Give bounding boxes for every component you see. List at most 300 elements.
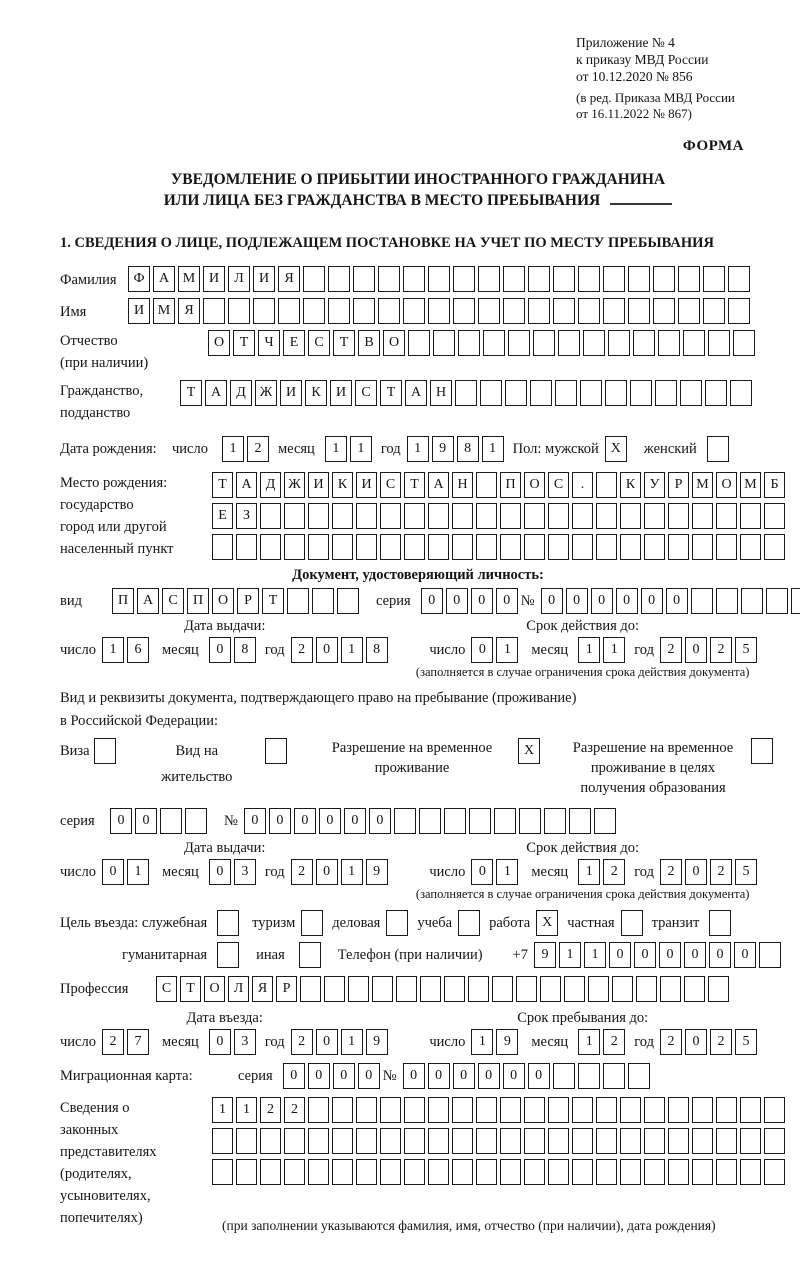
char-cell[interactable]: Ф <box>128 266 150 292</box>
char-cell[interactable] <box>452 534 473 560</box>
char-cell[interactable] <box>453 298 475 324</box>
char-cell[interactable] <box>730 380 752 406</box>
char-cell[interactable]: М <box>692 472 713 498</box>
char-cell[interactable]: 0 <box>659 942 681 968</box>
res-valid-year-boxes[interactable] <box>660 859 760 885</box>
char-cell[interactable] <box>620 534 641 560</box>
char-cell[interactable] <box>660 976 681 1002</box>
char-cell[interactable]: 1 <box>222 436 244 462</box>
sex-male-checkbox[interactable] <box>605 436 630 462</box>
char-cell[interactable]: 0 <box>283 1063 305 1089</box>
char-cell[interactable]: Н <box>452 472 473 498</box>
res-doc-number-boxes[interactable] <box>244 808 619 834</box>
char-cell[interactable]: 1 <box>341 637 363 663</box>
char-cell[interactable] <box>684 976 705 1002</box>
char-cell[interactable]: О <box>383 330 405 356</box>
char-cell[interactable] <box>740 503 761 529</box>
char-cell[interactable]: 0 <box>641 588 663 614</box>
char-cell[interactable] <box>332 1097 353 1123</box>
char-cell[interactable] <box>508 330 530 356</box>
char-cell[interactable] <box>404 1128 425 1154</box>
char-cell[interactable] <box>569 808 591 834</box>
char-cell[interactable] <box>548 503 569 529</box>
char-cell[interactable]: 2 <box>260 1097 281 1123</box>
char-cell[interactable] <box>548 534 569 560</box>
char-cell[interactable]: 0 <box>503 1063 525 1089</box>
char-cell[interactable] <box>564 976 585 1002</box>
char-cell[interactable] <box>668 1128 689 1154</box>
char-cell[interactable]: П <box>187 588 209 614</box>
char-cell[interactable]: 0 <box>685 859 707 885</box>
char-cell[interactable] <box>572 1097 593 1123</box>
char-cell[interactable]: 0 <box>471 588 493 614</box>
char-cell[interactable] <box>303 266 325 292</box>
char-cell[interactable] <box>572 1128 593 1154</box>
char-cell[interactable] <box>691 588 713 614</box>
char-cell[interactable] <box>428 266 450 292</box>
char-cell[interactable]: Т <box>380 380 402 406</box>
char-cell[interactable] <box>628 298 650 324</box>
char-cell[interactable]: 0 <box>209 637 231 663</box>
char-cell[interactable]: Т <box>262 588 284 614</box>
char-cell[interactable] <box>492 976 513 1002</box>
char-cell[interactable] <box>528 298 550 324</box>
char-cell[interactable] <box>653 298 675 324</box>
char-cell[interactable] <box>716 588 738 614</box>
char-cell[interactable] <box>553 1063 575 1089</box>
char-cell[interactable] <box>500 534 521 560</box>
char-cell[interactable]: И <box>356 472 377 498</box>
char-cell[interactable] <box>494 808 516 834</box>
birth-place-boxes-row3[interactable] <box>212 534 788 560</box>
char-cell[interactable]: 0 <box>209 1029 231 1055</box>
char-cell[interactable]: 1 <box>341 859 363 885</box>
char-cell[interactable] <box>452 503 473 529</box>
char-cell[interactable] <box>703 266 725 292</box>
citizenship-boxes[interactable] <box>180 380 755 406</box>
char-cell[interactable]: 1 <box>212 1097 233 1123</box>
char-cell[interactable]: З <box>236 503 257 529</box>
char-cell[interactable]: 1 <box>496 637 518 663</box>
char-cell[interactable] <box>544 808 566 834</box>
birth-year-boxes[interactable] <box>407 436 507 462</box>
char-cell[interactable] <box>553 266 575 292</box>
char-cell[interactable] <box>683 330 705 356</box>
entry-month-boxes[interactable] <box>209 1029 259 1055</box>
char-cell[interactable]: Я <box>178 298 200 324</box>
char-cell[interactable] <box>644 534 665 560</box>
char-cell[interactable] <box>312 588 334 614</box>
char-cell[interactable]: 0 <box>428 1063 450 1089</box>
char-cell[interactable]: Ж <box>284 472 305 498</box>
char-cell[interactable] <box>530 380 552 406</box>
char-cell[interactable]: К <box>332 472 353 498</box>
char-cell[interactable]: 2 <box>102 1029 124 1055</box>
char-cell[interactable] <box>716 534 737 560</box>
char-cell[interactable] <box>503 266 525 292</box>
char-cell[interactable] <box>740 534 761 560</box>
char-cell[interactable]: Т <box>212 472 233 498</box>
char-cell[interactable]: И <box>330 380 352 406</box>
entry-year-boxes[interactable] <box>291 1029 391 1055</box>
char-cell[interactable]: В <box>358 330 380 356</box>
char-cell[interactable] <box>709 910 731 936</box>
char-cell[interactable] <box>476 1128 497 1154</box>
char-cell[interactable] <box>553 298 575 324</box>
mig-number-boxes[interactable] <box>403 1063 653 1089</box>
char-cell[interactable]: Д <box>260 472 281 498</box>
char-cell[interactable] <box>203 298 225 324</box>
char-cell[interactable] <box>703 298 725 324</box>
char-cell[interactable] <box>356 1128 377 1154</box>
char-cell[interactable]: 0 <box>269 808 291 834</box>
char-cell[interactable] <box>396 976 417 1002</box>
char-cell[interactable] <box>692 1097 713 1123</box>
char-cell[interactable]: Н <box>430 380 452 406</box>
entry-day-boxes[interactable] <box>102 1029 152 1055</box>
char-cell[interactable]: 1 <box>578 637 600 663</box>
purpose-transit-checkbox[interactable] <box>709 910 734 936</box>
char-cell[interactable] <box>378 266 400 292</box>
purpose-other-checkbox[interactable] <box>299 942 324 968</box>
char-cell[interactable]: 0 <box>566 588 588 614</box>
char-cell[interactable]: 2 <box>603 1029 625 1055</box>
char-cell[interactable] <box>356 1097 377 1123</box>
char-cell[interactable] <box>378 298 400 324</box>
char-cell[interactable] <box>603 266 625 292</box>
char-cell[interactable]: Б <box>764 472 785 498</box>
char-cell[interactable]: 9 <box>496 1029 518 1055</box>
char-cell[interactable]: 1 <box>407 436 429 462</box>
char-cell[interactable] <box>228 298 250 324</box>
char-cell[interactable] <box>692 1128 713 1154</box>
char-cell[interactable] <box>428 1128 449 1154</box>
char-cell[interactable]: 1 <box>578 859 600 885</box>
birth-day-boxes[interactable] <box>222 436 272 462</box>
char-cell[interactable] <box>428 1097 449 1123</box>
char-cell[interactable] <box>404 503 425 529</box>
char-cell[interactable]: 0 <box>616 588 638 614</box>
char-cell[interactable]: Я <box>252 976 273 1002</box>
char-cell[interactable]: Л <box>228 976 249 1002</box>
legal-reps-boxes-row2[interactable] <box>212 1128 788 1154</box>
char-cell[interactable]: 0 <box>666 588 688 614</box>
res-valid-day-boxes[interactable] <box>471 859 521 885</box>
char-cell[interactable] <box>588 976 609 1002</box>
char-cell[interactable] <box>596 1128 617 1154</box>
char-cell[interactable] <box>428 298 450 324</box>
char-cell[interactable] <box>716 1128 737 1154</box>
legal-reps-boxes-row1[interactable] <box>212 1097 788 1123</box>
char-cell[interactable]: 0 <box>319 808 341 834</box>
char-cell[interactable] <box>332 534 353 560</box>
char-cell[interactable] <box>708 330 730 356</box>
char-cell[interactable] <box>668 1097 689 1123</box>
char-cell[interactable]: 0 <box>609 942 631 968</box>
char-cell[interactable]: 0 <box>684 942 706 968</box>
char-cell[interactable]: 0 <box>734 942 756 968</box>
char-cell[interactable] <box>620 1097 641 1123</box>
char-cell[interactable]: 1 <box>603 637 625 663</box>
char-cell[interactable]: 0 <box>316 859 338 885</box>
char-cell[interactable]: Е <box>283 330 305 356</box>
char-cell[interactable]: К <box>620 472 641 498</box>
char-cell[interactable] <box>533 330 555 356</box>
id-issue-month-boxes[interactable] <box>209 637 259 663</box>
char-cell[interactable] <box>578 298 600 324</box>
phone-boxes[interactable] <box>534 942 784 968</box>
char-cell[interactable]: 0 <box>634 942 656 968</box>
char-cell[interactable] <box>528 266 550 292</box>
char-cell[interactable]: 0 <box>709 942 731 968</box>
char-cell[interactable] <box>380 534 401 560</box>
char-cell[interactable]: 0 <box>209 859 231 885</box>
char-cell[interactable] <box>408 330 430 356</box>
char-cell[interactable]: 0 <box>496 588 518 614</box>
char-cell[interactable] <box>478 266 500 292</box>
char-cell[interactable]: 2 <box>603 859 625 885</box>
char-cell[interactable]: 1 <box>127 859 149 885</box>
char-cell[interactable]: Т <box>333 330 355 356</box>
char-cell[interactable] <box>524 534 545 560</box>
char-cell[interactable]: У <box>644 472 665 498</box>
char-cell[interactable]: 0 <box>135 808 157 834</box>
char-cell[interactable]: М <box>153 298 175 324</box>
char-cell[interactable] <box>728 298 750 324</box>
char-cell[interactable] <box>452 1128 473 1154</box>
char-cell[interactable] <box>608 330 630 356</box>
char-cell[interactable] <box>733 330 755 356</box>
char-cell[interactable] <box>644 1128 665 1154</box>
char-cell[interactable] <box>469 808 491 834</box>
char-cell[interactable] <box>644 1097 665 1123</box>
char-cell[interactable] <box>212 1128 233 1154</box>
stay-day-boxes[interactable] <box>471 1029 521 1055</box>
char-cell[interactable] <box>444 976 465 1002</box>
char-cell[interactable]: 1 <box>471 1029 493 1055</box>
char-cell[interactable] <box>678 266 700 292</box>
char-cell[interactable]: 0 <box>102 859 124 885</box>
char-cell[interactable]: А <box>205 380 227 406</box>
char-cell[interactable] <box>596 503 617 529</box>
patronymic-boxes[interactable] <box>208 330 758 356</box>
purpose-business-checkbox[interactable] <box>386 910 411 936</box>
char-cell[interactable] <box>716 1097 737 1123</box>
char-cell[interactable] <box>516 976 537 1002</box>
char-cell[interactable] <box>503 298 525 324</box>
char-cell[interactable] <box>476 503 497 529</box>
char-cell[interactable] <box>705 380 727 406</box>
char-cell[interactable]: 0 <box>358 1063 380 1089</box>
char-cell[interactable]: Л <box>228 266 250 292</box>
char-cell[interactable]: 1 <box>578 1029 600 1055</box>
char-cell[interactable] <box>555 380 577 406</box>
char-cell[interactable]: 1 <box>584 942 606 968</box>
char-cell[interactable]: П <box>500 472 521 498</box>
char-cell[interactable]: X <box>536 910 558 936</box>
char-cell[interactable]: И <box>308 472 329 498</box>
char-cell[interactable] <box>653 266 675 292</box>
char-cell[interactable]: 8 <box>457 436 479 462</box>
char-cell[interactable] <box>419 808 441 834</box>
char-cell[interactable]: 7 <box>127 1029 149 1055</box>
char-cell[interactable] <box>94 738 116 764</box>
char-cell[interactable]: 0 <box>478 1063 500 1089</box>
char-cell[interactable] <box>764 534 785 560</box>
char-cell[interactable]: С <box>355 380 377 406</box>
char-cell[interactable]: 0 <box>471 859 493 885</box>
char-cell[interactable] <box>476 1097 497 1123</box>
birth-place-boxes-row2[interactable] <box>212 503 788 529</box>
char-cell[interactable]: О <box>524 472 545 498</box>
char-cell[interactable] <box>759 942 781 968</box>
char-cell[interactable] <box>740 1097 761 1123</box>
char-cell[interactable]: 2 <box>710 637 732 663</box>
char-cell[interactable]: 2 <box>660 637 682 663</box>
visa-checkbox[interactable] <box>94 738 119 764</box>
char-cell[interactable] <box>524 1097 545 1123</box>
residence-permit-checkbox[interactable] <box>265 738 290 764</box>
char-cell[interactable] <box>253 298 275 324</box>
char-cell[interactable] <box>337 588 359 614</box>
res-issue-month-boxes[interactable] <box>209 859 259 885</box>
sex-female-checkbox[interactable] <box>707 436 732 462</box>
char-cell[interactable]: Р <box>668 472 689 498</box>
char-cell[interactable]: 5 <box>735 1029 757 1055</box>
char-cell[interactable] <box>633 330 655 356</box>
char-cell[interactable] <box>578 266 600 292</box>
char-cell[interactable] <box>356 503 377 529</box>
char-cell[interactable] <box>284 503 305 529</box>
char-cell[interactable] <box>212 534 233 560</box>
char-cell[interactable]: С <box>162 588 184 614</box>
birth-month-boxes[interactable] <box>325 436 375 462</box>
char-cell[interactable]: Р <box>237 588 259 614</box>
char-cell[interactable]: Т <box>180 380 202 406</box>
char-cell[interactable]: 1 <box>102 637 124 663</box>
char-cell[interactable] <box>372 976 393 1002</box>
char-cell[interactable]: 3 <box>234 1029 256 1055</box>
char-cell[interactable]: 9 <box>366 859 388 885</box>
char-cell[interactable] <box>621 910 643 936</box>
purpose-work-checkbox[interactable] <box>536 910 561 936</box>
char-cell[interactable]: 0 <box>110 808 132 834</box>
char-cell[interactable] <box>308 1097 329 1123</box>
id-issue-year-boxes[interactable] <box>291 637 391 663</box>
char-cell[interactable] <box>620 503 641 529</box>
char-cell[interactable]: Т <box>404 472 425 498</box>
char-cell[interactable]: 5 <box>735 859 757 885</box>
char-cell[interactable] <box>260 534 281 560</box>
char-cell[interactable] <box>548 1097 569 1123</box>
char-cell[interactable] <box>594 808 616 834</box>
char-cell[interactable]: 0 <box>591 588 613 614</box>
char-cell[interactable]: О <box>204 976 225 1002</box>
char-cell[interactable] <box>480 380 502 406</box>
char-cell[interactable] <box>668 534 689 560</box>
char-cell[interactable] <box>301 910 323 936</box>
char-cell[interactable] <box>476 472 497 498</box>
char-cell[interactable] <box>668 503 689 529</box>
char-cell[interactable] <box>328 298 350 324</box>
purpose-official-checkbox[interactable] <box>217 910 242 936</box>
char-cell[interactable] <box>356 534 377 560</box>
char-cell[interactable] <box>603 1063 625 1089</box>
char-cell[interactable]: 0 <box>685 637 707 663</box>
char-cell[interactable]: 2 <box>291 859 313 885</box>
char-cell[interactable] <box>284 1128 305 1154</box>
char-cell[interactable]: 9 <box>432 436 454 462</box>
char-cell[interactable] <box>728 266 750 292</box>
char-cell[interactable]: 0 <box>369 808 391 834</box>
char-cell[interactable] <box>483 330 505 356</box>
char-cell[interactable]: 0 <box>471 637 493 663</box>
char-cell[interactable]: А <box>405 380 427 406</box>
char-cell[interactable] <box>680 380 702 406</box>
char-cell[interactable] <box>603 298 625 324</box>
char-cell[interactable]: . <box>572 472 593 498</box>
char-cell[interactable]: С <box>156 976 177 1002</box>
char-cell[interactable] <box>455 380 477 406</box>
char-cell[interactable]: 2 <box>660 1029 682 1055</box>
char-cell[interactable] <box>265 738 287 764</box>
char-cell[interactable] <box>578 1063 600 1089</box>
char-cell[interactable] <box>764 503 785 529</box>
char-cell[interactable] <box>284 534 305 560</box>
char-cell[interactable] <box>620 1128 641 1154</box>
char-cell[interactable] <box>751 738 773 764</box>
doc-number-boxes[interactable] <box>541 588 800 614</box>
char-cell[interactable] <box>428 503 449 529</box>
char-cell[interactable]: Я <box>278 266 300 292</box>
char-cell[interactable] <box>260 1128 281 1154</box>
char-cell[interactable]: X <box>605 436 627 462</box>
char-cell[interactable]: К <box>305 380 327 406</box>
char-cell[interactable] <box>444 808 466 834</box>
char-cell[interactable]: 0 <box>344 808 366 834</box>
char-cell[interactable] <box>308 503 329 529</box>
char-cell[interactable]: 1 <box>341 1029 363 1055</box>
char-cell[interactable]: Т <box>180 976 201 1002</box>
char-cell[interactable] <box>766 588 788 614</box>
char-cell[interactable] <box>160 808 182 834</box>
char-cell[interactable] <box>236 1128 257 1154</box>
char-cell[interactable] <box>185 808 207 834</box>
char-cell[interactable]: 1 <box>559 942 581 968</box>
char-cell[interactable] <box>707 436 729 462</box>
char-cell[interactable]: 0 <box>308 1063 330 1089</box>
char-cell[interactable]: 9 <box>366 1029 388 1055</box>
res-issue-year-boxes[interactable] <box>291 859 391 885</box>
char-cell[interactable] <box>583 330 605 356</box>
char-cell[interactable]: Ж <box>255 380 277 406</box>
char-cell[interactable] <box>630 380 652 406</box>
char-cell[interactable]: П <box>112 588 134 614</box>
char-cell[interactable] <box>572 534 593 560</box>
char-cell[interactable] <box>324 976 345 1002</box>
char-cell[interactable]: 2 <box>284 1097 305 1123</box>
char-cell[interactable] <box>403 298 425 324</box>
char-cell[interactable] <box>308 1128 329 1154</box>
char-cell[interactable]: 2 <box>660 859 682 885</box>
char-cell[interactable] <box>332 503 353 529</box>
char-cell[interactable]: 0 <box>294 808 316 834</box>
char-cell[interactable] <box>548 1128 569 1154</box>
purpose-study-checkbox[interactable] <box>458 910 483 936</box>
char-cell[interactable]: С <box>380 472 401 498</box>
res-doc-series-boxes[interactable] <box>110 808 210 834</box>
char-cell[interactable] <box>452 1097 473 1123</box>
